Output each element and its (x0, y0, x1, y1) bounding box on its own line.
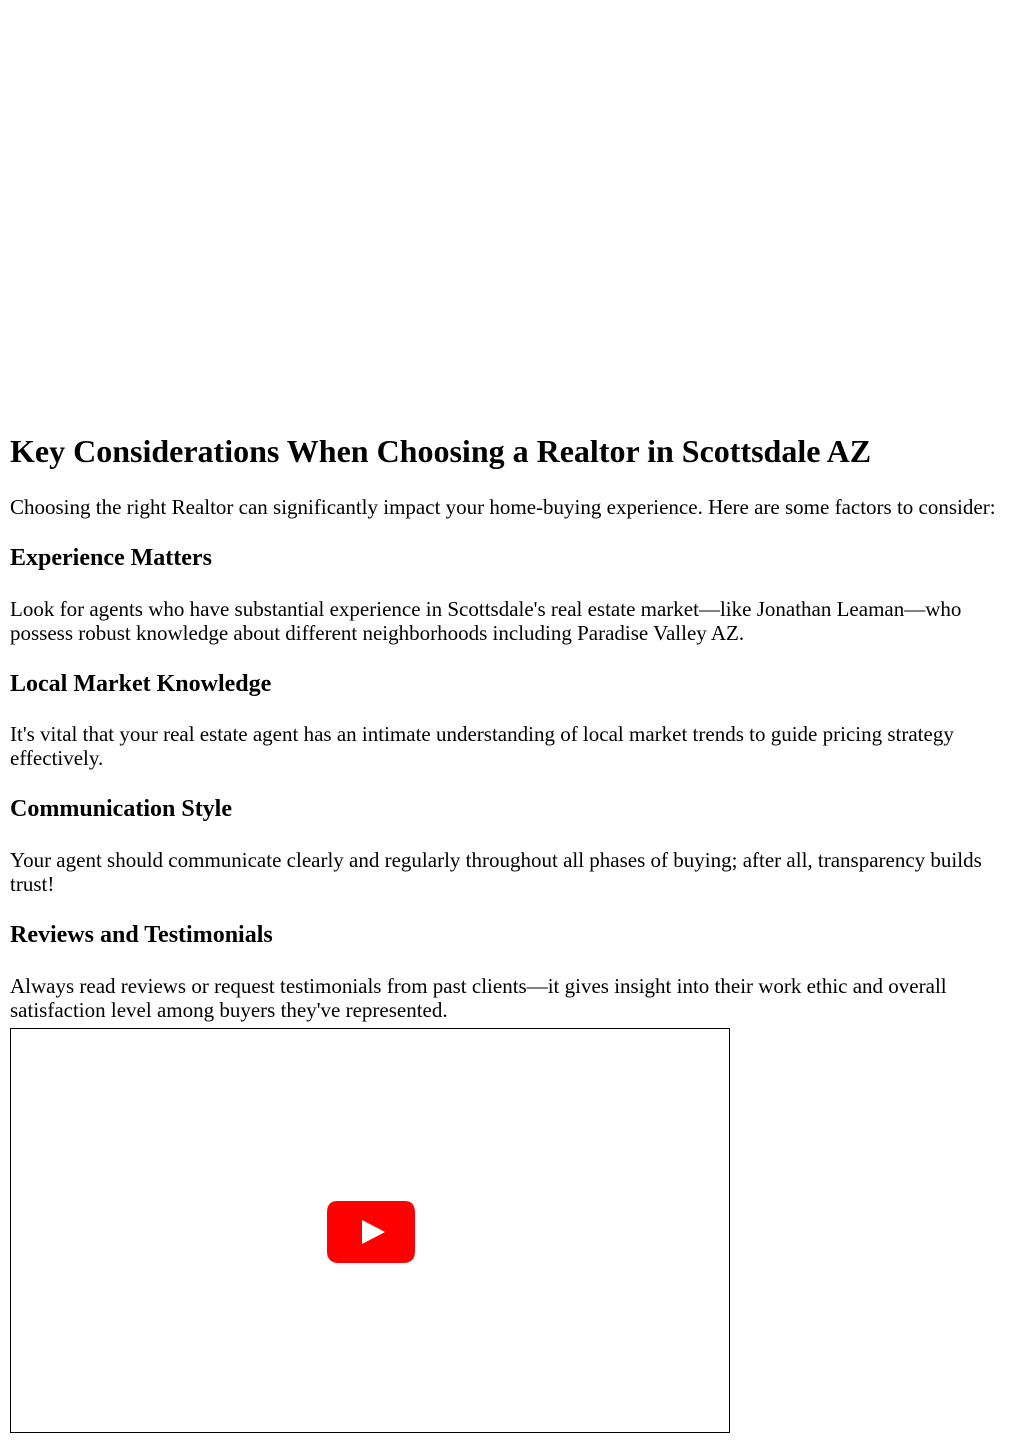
section-heading-experience: Experience Matters (10, 545, 212, 572)
section-body-experience: Look for agents who have substantial experience in Scottsdale's real estate market—like Jonathan Leaman—who possess robust knowledge about different neighborhoods including Paradise Valley AZ. (10, 597, 962, 646)
section-heading-local-market: Local Market Knowledge (10, 671, 272, 698)
article-title: Key Considerations When Choosing a Realtor in Scottsdale AZ (10, 433, 872, 469)
youtube-play-button[interactable] (327, 1201, 415, 1263)
section-body-reviews: Always read reviews or request testimonials from past clients—it gives insight into their work ethic and overall satisfaction level among buyers they've represented. (10, 973, 947, 1022)
section-heading-reviews: Reviews and Testimonials (10, 921, 273, 948)
article-intro: Choosing the right Realtor can significantly impact your home-buying experience. Here are some factors to consider: (10, 495, 996, 520)
youtube-play-icon (327, 1201, 415, 1263)
section-heading-communication: Communication Style (10, 795, 232, 822)
article (0, 424, 1024, 1022)
section-body-communication: Your agent should communicate clearly and regularly throughout all phases of buying; after all, transparency builds trust! (10, 847, 982, 896)
section-body-local-market: It's vital that your real estate agent has an intimate understanding of local market trends to guide pricing strategy effectively. (10, 721, 954, 770)
top-blank-area (0, 0, 1024, 424)
video-embed[interactable] (10, 1028, 730, 1433)
